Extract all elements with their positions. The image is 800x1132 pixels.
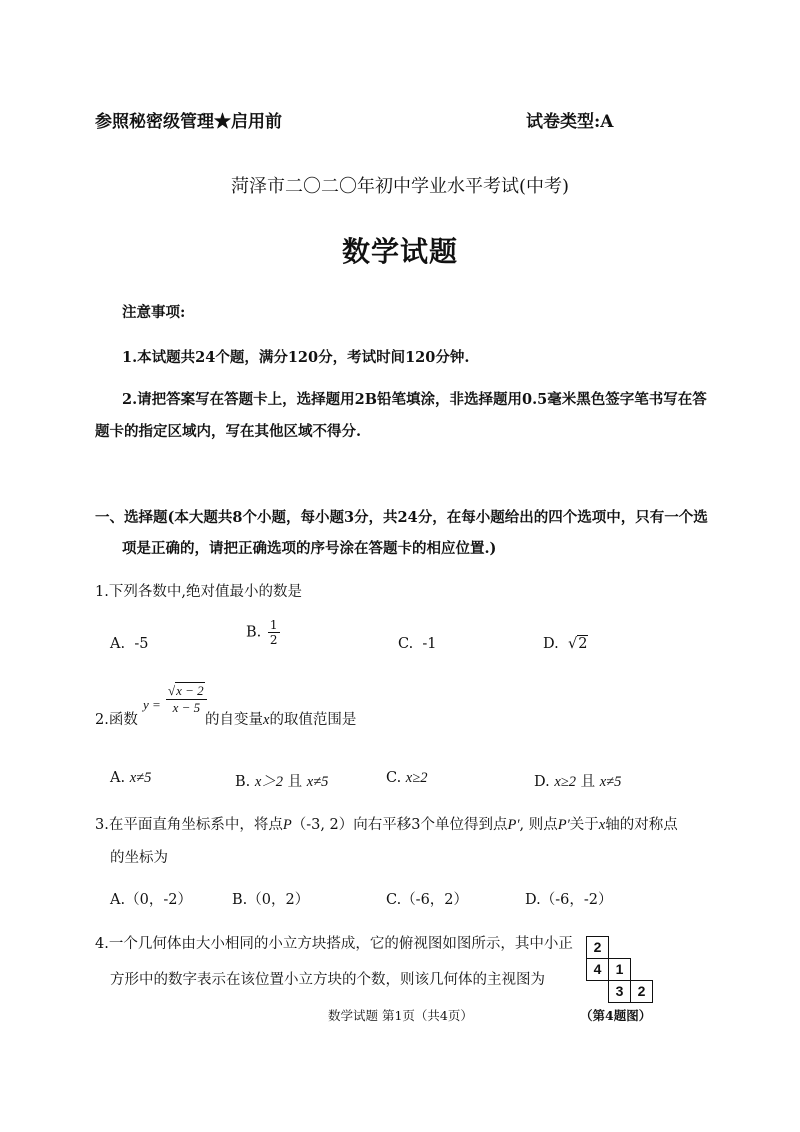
question-1-option-d (543, 636, 588, 652)
figure-caption: （第4题图） (580, 1008, 652, 1023)
top-view-grid (586, 936, 658, 1008)
notes-item-2-line-2: 题卡的指定区域内，写在其他区域不得分. (95, 423, 362, 440)
option-value: -5 (134, 636, 149, 652)
question-3-option-b (232, 888, 309, 909)
option-label: D. (534, 774, 550, 790)
question-2-option-a (110, 770, 151, 787)
option-value: x≠5 (599, 774, 622, 790)
text: 的取值范围是 (269, 712, 357, 728)
fraction-numerator: 1 (269, 618, 278, 632)
fraction-numerator (166, 683, 207, 700)
fraction-denominator: 2 (269, 633, 278, 647)
fraction (268, 618, 280, 647)
point-p: P (282, 817, 292, 833)
sqrt-sign: √ (567, 636, 578, 652)
text: （-3, 2）向右平移3个单位得到点 (291, 817, 508, 833)
question-2-prefix: 2.函数 (95, 712, 138, 728)
option-value: （0，2） (247, 892, 310, 908)
page-title: 数学试题 (341, 235, 458, 268)
variable: x (263, 712, 270, 728)
text: 关于 (569, 817, 599, 833)
sqrt-sign: √ (168, 683, 176, 698)
notes-heading: 注意事项: (122, 304, 186, 321)
question-3-option-a (110, 888, 192, 909)
option-label: A. (110, 636, 126, 652)
option-value: x≠5 (306, 774, 329, 790)
option-value: -1 (422, 636, 437, 652)
option-label: A. (110, 892, 126, 908)
question-2-option-c (386, 770, 427, 787)
option-label: C. (386, 892, 402, 908)
question-1-option-a (110, 636, 148, 652)
option-value: （0，-2） (125, 892, 192, 908)
function-lhs: y = (143, 697, 161, 712)
function-fraction (166, 683, 207, 716)
section-heading-line-2: 项是正确的，请把正确选项的序号涂在答题卡的相应位置.) (122, 540, 497, 557)
text: , 则点 (519, 817, 558, 833)
question-4-line-2: 方形中的数字表示在该位置小立方块的个数，则该几何体的主视图为 (110, 972, 545, 988)
grid-cell: 3 (608, 980, 631, 1003)
question-3-option-d (525, 888, 612, 909)
page-footer: 数学试题 第1页（共4页） (328, 1008, 473, 1023)
grid-cell: 2 (586, 936, 609, 959)
option-value: x≥2 (405, 770, 428, 786)
grid-cell: 4 (586, 958, 609, 981)
option-label: C. (386, 770, 402, 786)
point-p-prime: P′ (557, 817, 570, 833)
sqrt-radicand: x − 2 (176, 683, 204, 698)
question-1-option-c (398, 636, 437, 652)
option-value: x≠5 (129, 770, 152, 786)
text: 3.在平面直角坐标系中，将点 (95, 817, 283, 833)
conjunction: 且 (580, 774, 596, 790)
option-value: （-6，-2） (540, 892, 613, 908)
text: 轴的对称点 (605, 817, 678, 833)
text: 的自变量 (205, 712, 263, 728)
question-4-line-1: 4.一个几何体由大小相同的小立方块搭成，它的俯视图如图所示，其中小正 (95, 936, 573, 952)
paper-type-label: 试卷类型:A (526, 112, 614, 132)
question-3-option-c (386, 888, 468, 909)
option-value: x≥2 (554, 774, 576, 790)
fraction (166, 683, 207, 716)
option-label: C. (398, 636, 414, 652)
option-label: B. (246, 624, 262, 641)
point-p-prime: P′ (507, 817, 520, 833)
question-3-line-1 (95, 813, 678, 834)
exam-subtitle: 菏泽市二〇二〇年初中学业水平考试(中考) (230, 176, 570, 197)
option-label: A. (110, 770, 126, 786)
question-2-option-b (235, 770, 328, 791)
grid-cell: 1 (608, 958, 631, 981)
question-2-suffix (205, 708, 356, 729)
option-value: x＞2 (254, 774, 284, 790)
grid-cell: 2 (630, 980, 653, 1003)
option-label: B. (232, 892, 248, 908)
conjunction: 且 (287, 774, 303, 790)
variable: x (598, 817, 606, 833)
option-value: （-6，2） (401, 892, 469, 908)
question-1-stem: 1.下列各数中,绝对值最小的数是 (95, 584, 302, 600)
notes-item-2-line-1: 2.请把答案写在答题卡上，选择题用2B铅笔填涂，非选择题用0.5毫米黑色签字笔书写在答 (122, 391, 707, 408)
question-3-line-2: 的坐标为 (110, 850, 168, 866)
question-2-option-d (534, 770, 621, 791)
option-label: B. (235, 774, 251, 790)
question-1-option-b (246, 618, 280, 647)
option-label: D. (543, 636, 559, 652)
fraction-denominator: x − 5 (172, 700, 201, 715)
notes-item-1: 1.本试题共24个题，满分120分，考试时间120分钟. (122, 349, 470, 366)
sqrt-radicand: 2 (578, 636, 588, 652)
section-heading-line-1: 一、选择题(本大题共8个小题，每小题3分，共24分，在每小题给出的四个选项中，只有一个选 (95, 509, 708, 526)
confidentiality-label: 参照秘密级管理★启用前 (95, 112, 282, 132)
option-label: D. (525, 892, 541, 908)
